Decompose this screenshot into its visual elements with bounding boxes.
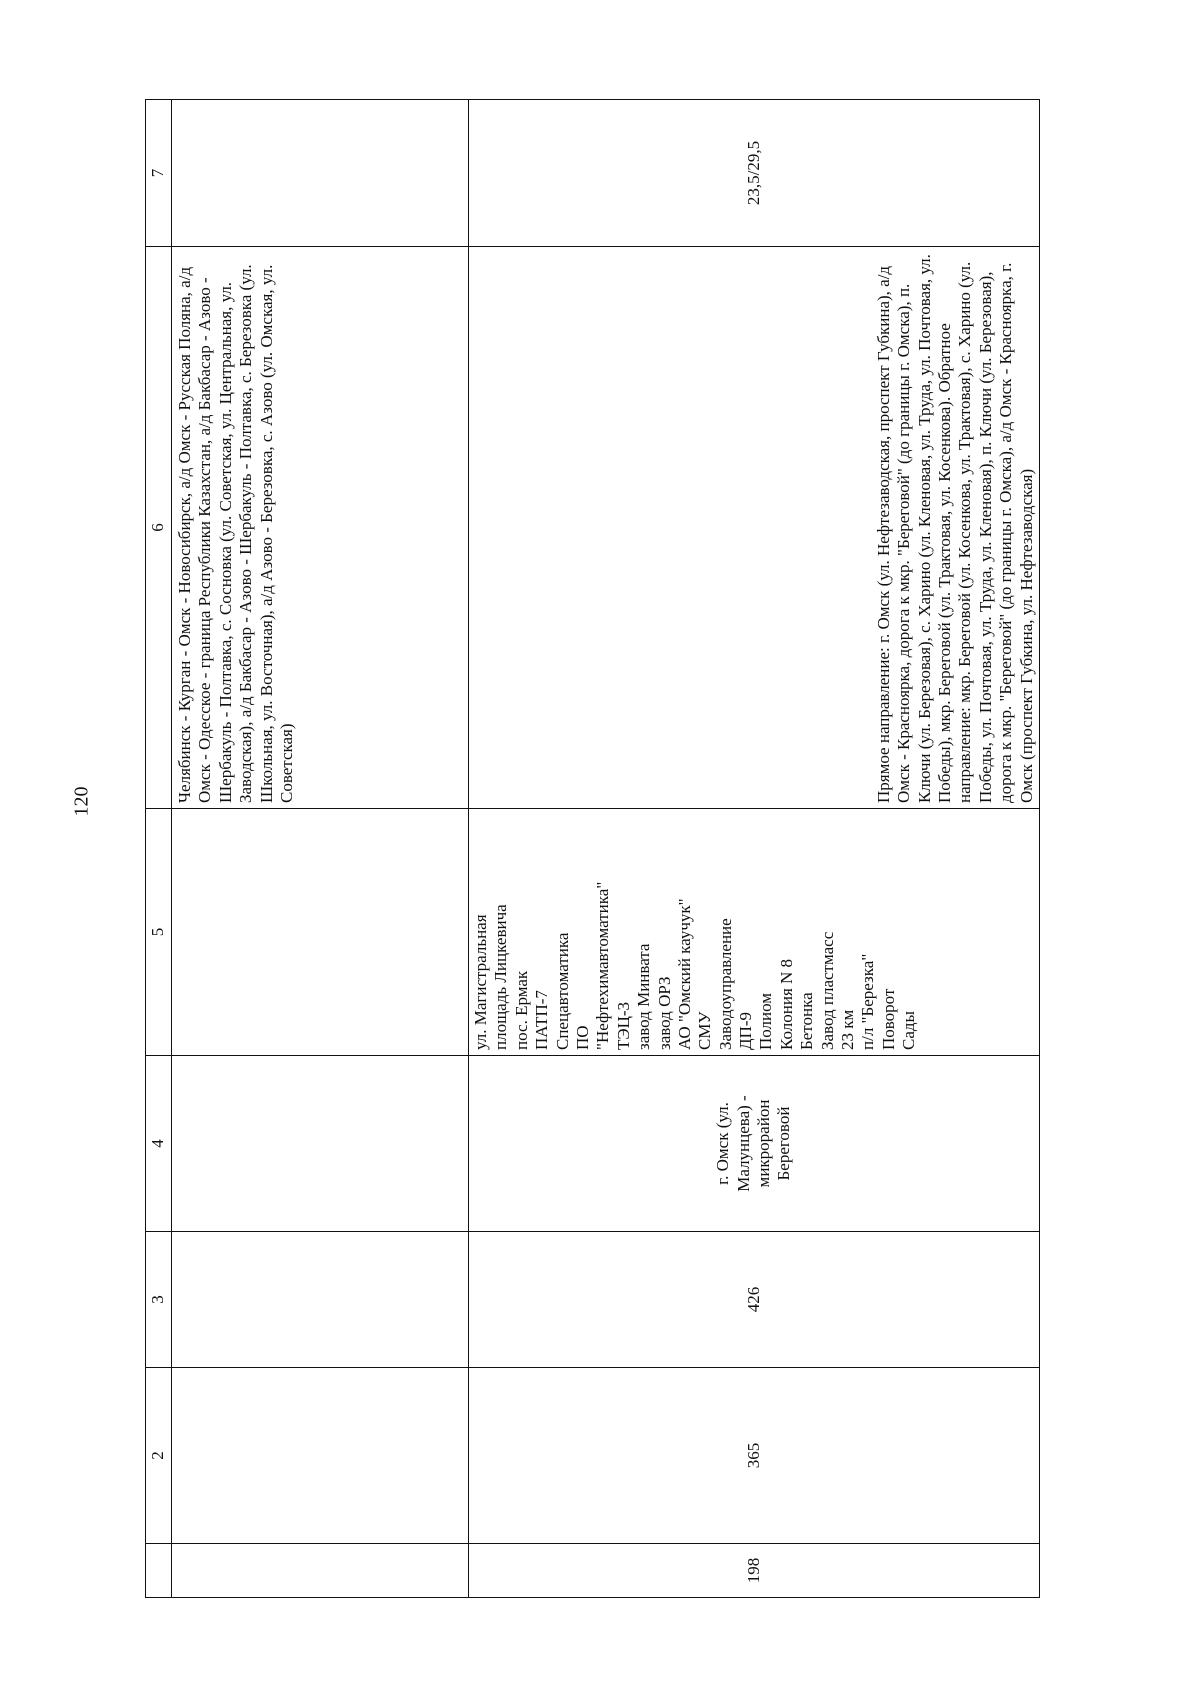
header-row (146, 100, 172, 1598)
table-cell (172, 1544, 469, 1598)
table-cell (172, 809, 469, 1056)
route-number-cell: 198 (469, 1544, 1040, 1598)
stop-item: Поворот (878, 988, 898, 1050)
stop-item: Спецавтоматика (552, 932, 572, 1050)
stop-item: СМУ (695, 1011, 715, 1050)
header-cell-2: 2 (146, 1368, 172, 1544)
table-cell (172, 1056, 469, 1232)
stop-item: пос. Ермак (511, 970, 531, 1050)
header-cell-6: 6 (146, 247, 172, 809)
header-cell-4: 4 (146, 1056, 172, 1232)
route-description-cell: Прямое направление: г. Омск (ул. Нефтезаводская, проспект Губкина), а/д Омск - Красноярка, дорога к мкр. "Береговой" (до границы г. Омска), п. Ключи (ул. Березовая), с. Харино (ул. Кленовая, ул. Труда, ул. Почтовая, ул. Победы), мкр. Береговой (ул. Трактовая, ул. Косенкова). Обратное направление: мкр. Береговой (ул. Косенкова, ул. Трактовая), с. Харино (ул. Победы, ул. Почтовая, ул. Труда, ул. Кленовая), п. Ключи (ул. Березовая), дорога к мкр. "Береговой" (до границы г. Омска), а/д Омск - Красноярка, г. Омск (проспект Губкина, ул. Нефтезаводская) (469, 247, 1040, 809)
stop-item: "Нефтехимавтоматика" (593, 881, 613, 1050)
table-cell: 426 (469, 1232, 1040, 1368)
stop-item: Заводоуправление (715, 918, 735, 1050)
stop-item: ТЭЦ-3 (613, 1001, 633, 1050)
stop-item: ПАТП-7 (532, 990, 552, 1050)
table-cell (172, 1232, 469, 1368)
stop-item: 23 км (838, 1009, 858, 1050)
stop-item: Колония N 8 (776, 958, 796, 1050)
table-cell: 23,5/29,5 (469, 100, 1040, 247)
table-cell (172, 1368, 469, 1544)
stop-item: п/л "Березка" (858, 953, 878, 1050)
stop-item: Сады (899, 1011, 919, 1050)
routes-table (145, 99, 1040, 1598)
stop-item: завод Минвата (634, 943, 654, 1050)
page-number: 120 (70, 786, 93, 817)
table-row (469, 100, 1040, 1598)
stop-item: Завод пластмасс (817, 931, 837, 1050)
stop-item: АО "Омский каучук" (674, 898, 694, 1050)
route-continuation-cell: Челябинск - Курган - Омск - Новосибирск, а/д Омск - Русская Поляна, а/д Омск - Одесское - граница Республики Казахстан, а/д Бакбасар - Азово - Шербакуль - Полтавка, с. Сосновка (ул. Советская, ул. Центральная, ул. Заводская), а/д Бакбасар - Азово - Шербакуль - Полтавка, с. Березовка (ул. Школьная, ул. Восточная), а/д Азово - Березовка, с. Азово (ул. Омская, ул. Советская) (172, 247, 469, 809)
header-cell-1 (146, 1544, 172, 1598)
stop-item: ул. Магистральная (471, 914, 490, 1050)
route-endpoints-cell: г. Омск (ул. Малунцева) - микрорайон Береговой (469, 1056, 1040, 1232)
header-cell-7: 7 (146, 100, 172, 247)
rotated-table-container (145, 100, 1040, 1598)
stop-item: Полиом (756, 992, 776, 1050)
stop-item: завод ОРЗ (654, 976, 674, 1050)
stops-cell (469, 809, 1040, 1056)
stop-item: ДП-9 (736, 1011, 756, 1050)
stop-item: Бетонка (797, 992, 817, 1050)
header-cell-5: 5 (146, 809, 172, 1056)
table-row (172, 100, 469, 1598)
table-cell (172, 100, 469, 247)
stop-item: ПО (572, 1025, 592, 1050)
stop-item: площадь Лицкевича (491, 904, 511, 1050)
table-cell: 365 (469, 1368, 1040, 1544)
header-cell-3: 3 (146, 1232, 172, 1368)
